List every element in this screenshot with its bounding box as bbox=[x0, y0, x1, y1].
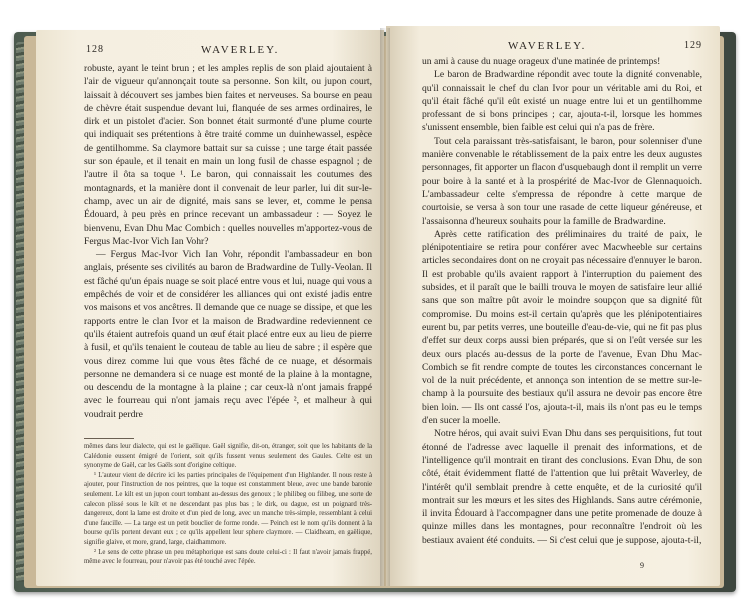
left-page-body bbox=[84, 62, 372, 421]
signature-mark: 9 bbox=[640, 561, 644, 570]
footnote-rule bbox=[84, 438, 134, 439]
right-page bbox=[386, 26, 720, 586]
paragraph: — Fergus Mac-Ivor Vich Ian Vohr, répondit l'ambassadeur en bon anglais, présente ses civilités au baron de Bradwardine de Tully-Veolan. Il est fâché qu'un épais nuage se soit placé entre vous et lui, nuage qui vous a empêchés de voir et de considérer les alliances qui ont existé jadis entre vos maisons et vos ancêtres. Il demande que ce nuage se dissipe, et que les rapports entre le clan Ivor et la maison de Bradwardine redeviennent ce qu'ils étaient autrefois quand un œuf était placé entre eux au lieu de pierre à fusil, et qu'ils tenaient le couteau de table au lieu de sabre ; il espère que vous direz comme lui que vous êtes fâché de ce nuage, et désormais personne ne demandera si ce nuage est monté de la plaine à la montagne, ou descendu de la montagne à la plaine ; car ceux-là n'ont jamais frappé avec le fourreau qui n'ont jamais reçu avec l'épée ², et malheur à qui voudrait perdre bbox=[84, 249, 372, 420]
left-page bbox=[36, 30, 384, 586]
paragraph: Après cette ratification des préliminaires du traité de paix, le plénipotentiaire se retira pour conférer avec Macwheeble sur certains articles secondaires dont on ne croyait pas nécessaire d'ennuyer le baron. Il est probable qu'ils avaient rapport à l'interruption du paiement des subsides, et il paraît que le bailli trouva le moyen de satisfaire leur allié sans que son maître pût avoir le moindre soupçon que sa dignité fût compromise. Du moins est-il certain qu'après que les plénipotentiaires eurent bu, par petits verres, une bouteille d'eau-de-vie, qui ne fit pas plus d'effet sur deux corps aussi bien préparés, que si on l'eût versée sur les deux ours placés au-dessus de la porte de l'avenue, Evan Dhu Mac-Combich se fit rendre compte de toutes les circonstances concernant le vol de la nuit précédente, et annonça son intention de se mettre sur-le-champ à la poursuite des bestiaux qu'il assura ne devoir pas encore être bien loin. — Ils ont cassé l'os, ajouta-t-il, mais ils n'ont pas eu le temps d'en sucer la moelle. bbox=[422, 228, 702, 427]
right-page-number: 129 bbox=[684, 40, 702, 51]
open-book bbox=[14, 20, 736, 595]
paragraph: Tout cela paraissant très-satisfaisant, le baron, pour solenniser d'une manière convenable le rétablissement de la paix entre les deux augustes personnages, fit apporter un flacon d'usquebaugh dont il remplit un verre pour boire à la santé et à la prospérité de Mac-Ivor de Glennaquoich. L'ambassadeur celte s'empressa de répondre à cette marque de courtoisie, se versa à son tour une rasade de cette liqueur généreuse, et l'assaisonna d'heureux souhaits pour la famille de Bradwardine. bbox=[422, 135, 702, 227]
paragraph: un ami à cause du nuage orageux d'une matinée de printemps! bbox=[422, 56, 661, 67]
footnotes bbox=[84, 442, 372, 567]
paragraph: Notre héros, qui avait suivi Evan Dhu dans ses perquisitions, fut tout étonné de l'adresse avec laquelle il prenait des informations, et de l'intelligence qu'il montrait en tirant des conclusions. Evan Dhu, de son côté, était évidemment flatté de l'attention que lui prêtait Waverley, de l'intérêt qu'il semblait prendre à cette enquête, et de la curiosité qu'il montrait sur les mœurs et les sites des Highlands. Sans autre cérémonie, il invita Édouard à l'accompagner dans une petite promenade de douze à quinze milles dans les montagnes, pour reconnaître l'endroit où les bestiaux avaient été conduits. — Si c'est celui que je suppose, ajouta-t-il, bbox=[422, 428, 702, 546]
paragraph: Le baron de Bradwardine répondit avec toute la dignité convenable, qu'il connaissait le chef du clan Ivor pour un véritable ami du Roi, et qu'il était fâché qu'il eût existé un nuage entre lui et un gentilhomme professant de si bons principes ; car, ajouta-t-il, lorsque les hommes s'unissent ensemble, bien faible est celui qui n'a pas de frère. bbox=[422, 69, 702, 134]
right-page-body bbox=[422, 55, 702, 547]
book-gutter bbox=[380, 28, 390, 586]
left-page-number: 128 bbox=[86, 44, 104, 55]
footnote: ¹ L'auteur vient de décrire ici les parties principales de l'équipement d'un Highlander. Il nous reste à ajouter, pour l'instruction de nos peintres, que la toque est constamment bleue, avec une bande baronie seulement. Le kilt est un jupon court tombant au-dessus des genoux ; le philibeg ou filibeg, une sorte de calecon plissé sous le kilt et ne descendant pas plus bas ; le dirk, ou dague, est un poignard très-dangereux, dont la lame est droite et d'un pied de long, avec un manche très-simple, ressemblant à celui d'une faucille. — La targe est un petit bouclier de forme ronde. — Peinch est le nom qu'ils donnent à la bourse qu'ils portent devant eux ; ce qu'ils appellent leur sphere claymore. — Claidheam, en gaëlique, signifie glaive, et more, grand, large, claidhammore. bbox=[84, 471, 372, 546]
left-running-head: WAVERLEY. bbox=[201, 44, 280, 56]
footnote: mêmes dans leur dialecte, qui est le gaëlique. Gaël signifie, dit-on, étranger, soit que les habitants de la Calédonie eussent émigré de l'orient, soit qu'ils fussent venus seulement des Gaules. Celte est un synonyme de Gaël, car les Gaëls sont d'origine celtique. bbox=[84, 443, 372, 470]
paragraph: robuste, ayant le teint brun ; et les amples replis de son plaid ajoutaient à l'air de vigueur qu'annonçait toute sa personne. Son kilt, ou jupon court, laissait à découvert ses jambes bien faites et nerveuses. Sa bourse en peau de chèvre était suspendue devant lui, flanquée de ses armes ordinaires, le dirk et un pistolet d'acier. Son bonnet était surmonté d'une plume courte qui indiquait ses prétentions à être traité comme un duinhewassel, espèce de gentilhomme. Sa claymore battait sur sa cuisse ; une targe était passée sur son épaule, et il tenait en main un long fusil de chasse espagnol ; de l'autre il ôta sa toque ¹. Le baron, qui connaissait les coutumes des montagnards, et la manière dont il convenait de leur parler, lui dit sur-le-champ, avec un air de dignité, mais sans se lever, et, comme le pensa Édouard, à peu près en prince recevant un ambassadeur : — Soyez le bienvenu, Evan Dhu Mac Combich : quelles nouvelles m'apportez-vous de Fergus Mac-Ivor Vich Ian Vohr? bbox=[84, 63, 372, 247]
right-running-head: WAVERLEY. bbox=[508, 40, 587, 52]
footnote: ² Le sens de cette phrase un peu métaphorique est sans doute celui-ci : Il faut n'avoir jamais frappé, même avec le fourreau, pour n'avoir pas été touché avec l'épée. bbox=[84, 548, 372, 566]
